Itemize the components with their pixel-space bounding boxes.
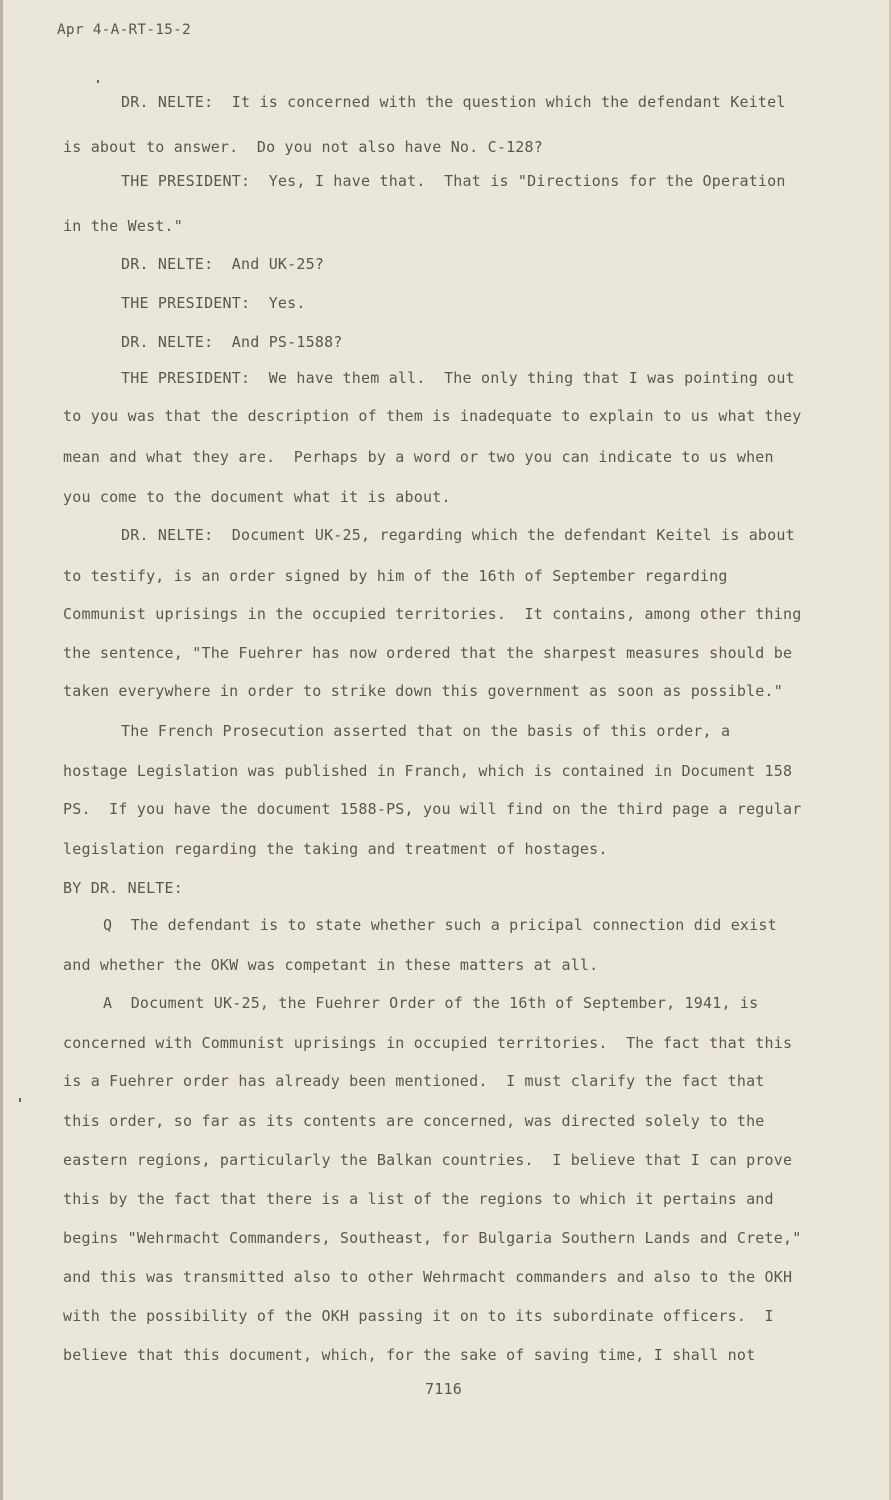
text-line: The French Prosecution asserted that on the basis of this order, a	[121, 722, 731, 740]
text-line: believe that this document, which, for the sake of saving time, I shall not	[63, 1346, 756, 1364]
document-header-id: Apr 4-A-RT-15-2	[57, 22, 191, 38]
text-line: DR. NELTE: And PS-1588?	[121, 333, 343, 351]
margin-mark	[19, 1098, 21, 1102]
text-line: Communist uprisings in the occupied territories. It contains, among other thing	[63, 605, 802, 623]
text-line: in the West."	[63, 217, 183, 235]
text-line: THE PRESIDENT: Yes, I have that. That is "Directions for the Operation	[121, 172, 786, 190]
text-line: THE PRESIDENT: We have them all. The only thing that I was pointing out	[121, 369, 795, 387]
text-line: hostage Legislation was published in Franch, which is contained in Document 158	[63, 762, 793, 780]
text-line: legislation regarding the taking and treatment of hostages.	[63, 840, 608, 858]
text-line: eastern regions, particularly the Balkan countries. I believe that I can prove	[63, 1151, 793, 1169]
text-line: you come to the document what it is about.	[63, 488, 451, 506]
text-line: THE PRESIDENT: Yes.	[121, 294, 306, 312]
text-line: the sentence, "The Fuehrer has now ordered that the sharpest measures should be	[63, 644, 793, 662]
section-heading: BY DR. NELTE:	[63, 879, 183, 897]
text-line: DR. NELTE: It is concerned with the question which the defendant Keitel	[121, 93, 786, 111]
text-line: PS. If you have the document 1588-PS, you will find on the third page a regular	[63, 800, 802, 818]
text-line: begins "Wehrmacht Commanders, Southeast, for Bulgaria Southern Lands and Crete,"	[63, 1229, 802, 1247]
text-line: concerned with Communist uprisings in occupied territories. The fact that this	[63, 1034, 793, 1052]
text-line: DR. NELTE: Document UK-25, regarding which the defendant Keitel is about	[121, 526, 795, 544]
text-line: A Document UK-25, the Fuehrer Order of the 16th of September, 1941, is	[103, 994, 759, 1012]
page-number: 7116	[425, 1380, 462, 1398]
text-line: to testify, is an order signed by him of the 16th of September regarding	[63, 567, 728, 585]
text-line: Q The defendant is to state whether such a pricipal connection did exist	[103, 916, 777, 934]
text-line: and whether the OKW was competant in these matters at all.	[63, 956, 599, 974]
text-line: is about to answer. Do you not also have No. C-128?	[63, 138, 543, 156]
text-line: and this was transmitted also to other Wehrmacht commanders and also to the OKH	[63, 1268, 793, 1286]
text-line: this by the fact that there is a list of the regions to which it pertains and	[63, 1190, 774, 1208]
text-line: to you was that the description of them is inadequate to explain to us what they	[63, 407, 802, 425]
text-line: with the possibility of the OKH passing it on to its subordinate officers. I	[63, 1307, 774, 1325]
text-line: DR. NELTE: And UK-25?	[121, 255, 325, 273]
text-line: mean and what they are. Perhaps by a word or two you can indicate to us when	[63, 448, 774, 466]
margin-mark	[97, 80, 99, 83]
text-line: this order, so far as its contents are concerned, was directed solely to the	[63, 1112, 765, 1130]
text-line: taken everywhere in order to strike down this government as soon as possible."	[63, 682, 783, 700]
text-line: is a Fuehrer order has already been mentioned. I must clarify the fact that	[63, 1072, 765, 1090]
